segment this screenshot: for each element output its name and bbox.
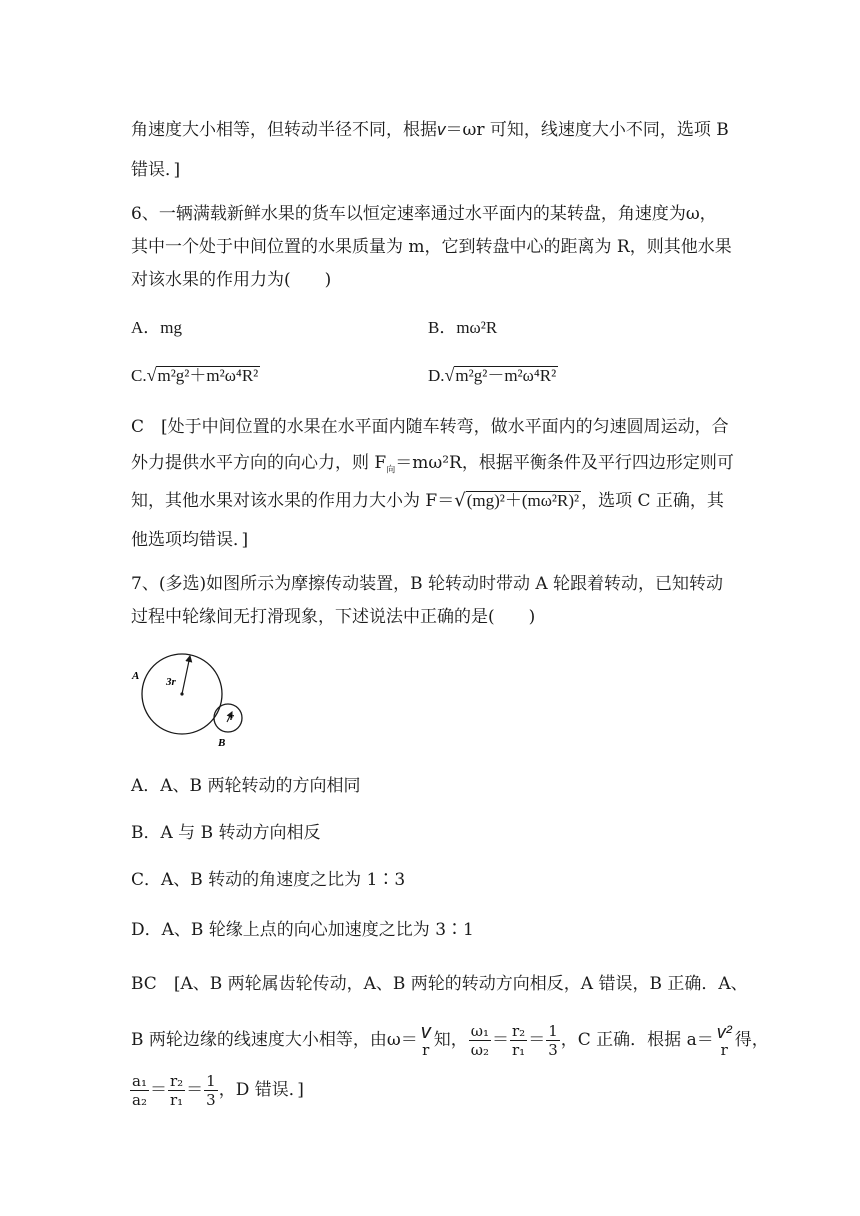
- numerator: r₂: [512, 1022, 526, 1040]
- q6-answer-line-2: [131, 452, 734, 474]
- radicand: m²g²－m²ω⁴R²: [455, 366, 557, 385]
- denominator: 3: [548, 1041, 558, 1059]
- q7-option-b: B．A 与 B 转动方向相反: [131, 823, 321, 843]
- q7-option-d: D．A、B 轮缘上点的向心加速度之比为 3∶1: [131, 920, 474, 940]
- q6-answer-line-1: C [处于中间位置的水果在水平面内随车转弯，做水平面内的匀速圆周运动，合: [131, 417, 729, 437]
- q6-option-d: [428, 364, 558, 387]
- q6-option-b: B．mω²R: [428, 318, 498, 337]
- fraction-v2-over-r: [715, 1023, 734, 1059]
- numerator: v: [420, 1020, 431, 1043]
- text: ＝ωr 可知，线速度大小不同，选项 B: [445, 120, 729, 140]
- equals: ＝: [186, 1080, 204, 1100]
- option-label: C.: [131, 366, 147, 385]
- radical-sign: √: [444, 365, 455, 385]
- fraction-one-third: [546, 1022, 560, 1059]
- q6-option-c: [131, 364, 260, 387]
- friction-drive-figure: [128, 645, 258, 755]
- q7-option-a: A．A、B 两轮转动的方向相同: [131, 776, 361, 796]
- fraction-r: [168, 1072, 185, 1109]
- numerator: a₁: [132, 1072, 147, 1090]
- q6-stem-line-3: 对该水果的作用力为( ): [131, 270, 332, 290]
- radius-arrow-a: [182, 656, 190, 694]
- equals: ＝: [492, 1030, 510, 1050]
- fraction-v-over-r: [419, 1020, 433, 1059]
- label-a: A: [132, 670, 140, 682]
- text: ，C 正确．根据 a＝: [560, 1030, 714, 1050]
- text: ＝mω²R，根据平衡条件及平行四边形定则可: [395, 453, 734, 473]
- denominator: r₁: [169, 1091, 184, 1109]
- fraction-one-third: [204, 1072, 218, 1109]
- label-radius-a: 3r: [166, 676, 176, 688]
- text: 知，其他水果对该水果的作用力大小为 F＝: [131, 491, 455, 511]
- wheel-a-center: [180, 692, 183, 695]
- option-label: D.: [428, 366, 445, 385]
- radical-sign: √: [454, 490, 466, 511]
- text: 角速度大小相等，但转动半径不同，根据: [131, 120, 437, 140]
- radical-sign: √: [146, 365, 157, 385]
- q6-option-a: A．mg: [131, 318, 182, 337]
- q6-stem-line-1: 6、一辆满载新鲜水果的货车以恒定速率通过水平面内的某转盘，角速度为ω，: [131, 204, 717, 224]
- text: 知，: [433, 1030, 468, 1050]
- denominator: r: [720, 1040, 728, 1059]
- q7-answer-line-1: BC [A、B 两轮属齿轮传动，A、B 两轮的转动方向相反，A 错误，B 正确．A、: [131, 974, 748, 994]
- numerator: r₂: [169, 1072, 184, 1090]
- equals: ＝: [528, 1030, 546, 1050]
- denominator: r₁: [512, 1041, 526, 1059]
- q7-answer-line-3: [131, 1070, 304, 1110]
- radicand: (mg)²＋(mω²R)²: [466, 491, 580, 510]
- text: ，D 错误．]: [218, 1080, 304, 1100]
- numerator: 1: [548, 1022, 558, 1040]
- prev-answer-line-1: [131, 119, 729, 141]
- denominator: 3: [206, 1091, 216, 1109]
- numerator: v²: [716, 1021, 732, 1042]
- q6-answer-line-4: 他选项均错误．]: [131, 530, 249, 550]
- text: B 两轮边缘的线速度大小相等，由ω＝: [131, 1030, 418, 1050]
- denominator: r: [422, 1040, 430, 1059]
- subscript: 向: [386, 465, 396, 476]
- q7-stem-line-1: 7、(多选)如图所示为摩擦传动装置，B 轮转动时带动 A 轮跟着转动，已知转动: [131, 574, 724, 594]
- text: 外力提供水平方向的向心力，则 F: [131, 453, 387, 473]
- text: ，选项 C 正确，其: [581, 491, 724, 511]
- equals: ＝: [149, 1080, 167, 1100]
- wheel-b: [214, 704, 242, 732]
- radicand: m²g²＋m²ω⁴R²: [157, 366, 259, 385]
- fraction-omega: [469, 1022, 491, 1059]
- fraction-r: [510, 1022, 527, 1059]
- numerator: ω₁: [470, 1022, 490, 1040]
- denominator: a₂: [132, 1091, 147, 1109]
- q6-stem-line-2: 其中一个处于中间位置的水果质量为 m，它到转盘中心的距离为 R，则其他水果: [131, 237, 732, 257]
- q7-stem-line-2: 过程中轮缘间无打滑现象，下述说法中正确的是( ): [131, 607, 536, 627]
- prev-answer-line-2: 错误．]: [131, 160, 181, 180]
- velocity-symbol: v: [437, 120, 446, 139]
- text: 得，: [734, 1030, 769, 1050]
- q7-answer-line-2: [131, 1020, 769, 1060]
- denominator: ω₂: [470, 1041, 490, 1059]
- label-radius-b: r: [230, 712, 234, 723]
- q6-answer-line-3: [131, 490, 724, 512]
- numerator: 1: [206, 1072, 216, 1090]
- label-b: B: [218, 737, 226, 749]
- fraction-a: [130, 1072, 149, 1109]
- q7-option-c: C．A、B 转动的角速度之比为 1∶3: [131, 870, 406, 890]
